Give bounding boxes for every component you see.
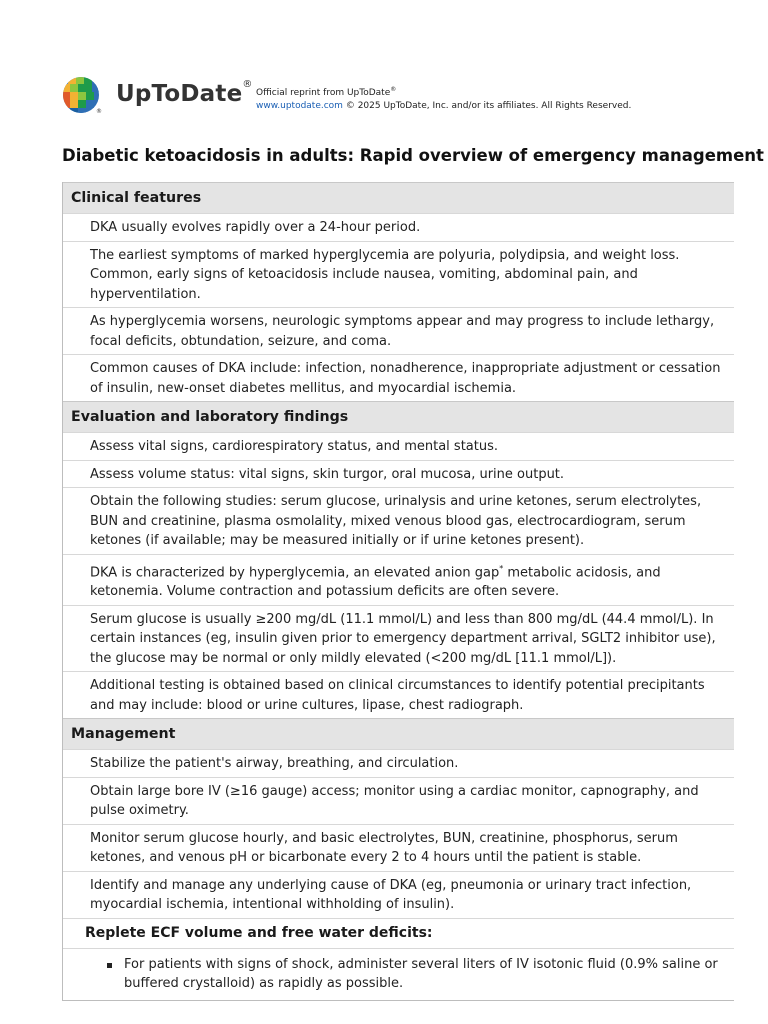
reprint-notice: Official reprint from UpToDate® www.uptodate.com © 2025 UpToDate, Inc. and/or its affiliates. All Rights Reserved. bbox=[256, 86, 632, 111]
section-heading-management: Management bbox=[63, 718, 734, 749]
square-bullet-icon bbox=[107, 963, 112, 968]
brand-name: UpToDate® bbox=[116, 79, 253, 107]
table-row: Serum glucose is usually ≥200 mg/dL (11.1 mmol/L) and less than 800 mg/dL (44.4 mmol/L). In certain instances (eg, insulin given prior to emergency department arrival, SGLT2 inhibitor use), the glucose may be normal or only mildly elevated (<200 mg/dL [11.1 mmol/L]). bbox=[63, 605, 734, 672]
table-row: DKA is characterized by hyperglycemia, an elevated anion gap* metabolic acidosis, and ketonemia. Volume contraction and potassium deficits are often severe. bbox=[63, 554, 734, 605]
uptodate-logo-icon bbox=[62, 76, 100, 114]
table-row: DKA usually evolves rapidly over a 24-hour period. bbox=[63, 213, 734, 241]
section-heading-evaluation: Evaluation and laboratory findings bbox=[63, 401, 734, 432]
uptodate-link[interactable]: www.uptodate.com bbox=[256, 101, 343, 111]
footnote-marker[interactable]: * bbox=[499, 563, 504, 573]
table-row: Obtain large bore IV (≥16 gauge) access; monitor using a cardiac monitor, capnography, and pulse oximetry. bbox=[63, 777, 734, 824]
table-row: Identify and manage any underlying cause of DKA (eg, pneumonia or urinary tract infection, myocardial ischemia, intentional withholding of insulin). bbox=[63, 871, 734, 918]
section-heading-clinical-features: Clinical features bbox=[63, 182, 734, 213]
logo-registered-mark: ® bbox=[96, 108, 102, 115]
table-row: As hyperglycemia worsens, neurologic symptoms appear and may progress to include lethargy, focal deficits, obtundation, seizure, and coma. bbox=[63, 307, 734, 354]
overview-table bbox=[62, 182, 734, 1001]
subsection-heading-ecf-volume: Replete ECF volume and free water deficits: bbox=[63, 918, 734, 948]
table-row: Assess volume status: vital signs, skin turgor, oral mucosa, urine output. bbox=[63, 460, 734, 488]
table-row: Common causes of DKA include: infection, nonadherence, inappropriate adjustment or cessation of insulin, new-onset diabetes mellitus, and myocardial ischemia. bbox=[63, 354, 734, 401]
page-title: Diabetic ketoacidosis in adults: Rapid overview of emergency management bbox=[62, 146, 764, 165]
table-row: The earliest symptoms of marked hyperglycemia are polyuria, polydipsia, and weight loss. Common, early signs of ketoacidosis include nausea, vomiting, abdominal pain, and hyperventilation. bbox=[63, 241, 734, 308]
table-row: Monitor serum glucose hourly, and basic electrolytes, BUN, creatinine, phosphorus, serum ketones, and venous pH or bicarbonate every 2 to 4 hours until the patient is stable. bbox=[63, 824, 734, 871]
table-row: Additional testing is obtained based on clinical circumstances to identify potential precipitants and may include: blood or urine cultures, lipase, chest radiograph. bbox=[63, 671, 734, 718]
table-row: Obtain the following studies: serum glucose, urinalysis and urine ketones, serum electrolytes, BUN and creatinine, plasma osmolality, mixed venous blood gas, electrocardiogram, serum ketones (if available; may be measured initially or if urine ketones present). bbox=[63, 487, 734, 554]
list-item: For patients with signs of shock, administer several liters of IV isotonic fluid (0.9% saline or buffered crystalloid) as rapidly as possible. bbox=[63, 948, 734, 1000]
table-row: Stabilize the patient's airway, breathing, and circulation. bbox=[63, 749, 734, 777]
reprint-header bbox=[62, 76, 742, 116]
table-row: Assess vital signs, cardiorespiratory status, and mental status. bbox=[63, 432, 734, 460]
